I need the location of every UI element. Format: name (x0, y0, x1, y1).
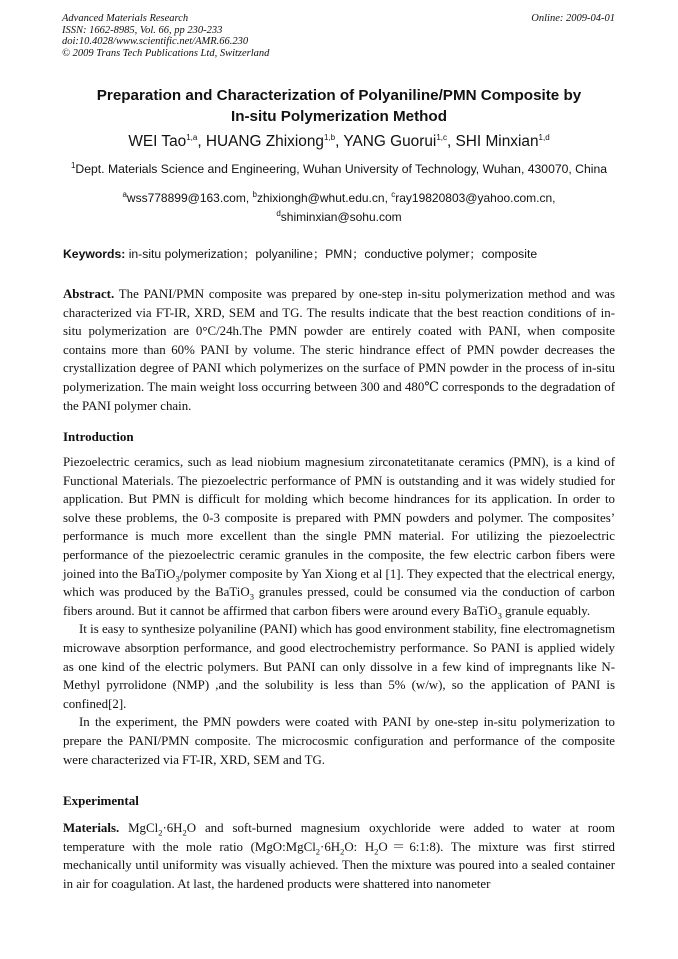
email-d: shiminxian@sohu.com (280, 210, 402, 224)
exp-sub: 2 (182, 827, 187, 838)
author-sep: , (197, 133, 206, 150)
intro-p1-a: Piezoelectric ceramics, such as lead niobium magnesium zirconatetitanate ceramics (PMN), is a kind of Functional Materials. The piezoelectric performance of PMN is outstanding and it was widely studied for application. But PMN is difficult for molding which become hindrances for its application. In order to solve these problems, the 0-3 composite is prepared with PMN powders and polymer. The composites’ performance is much more excellent than the single PMN material. For utilizing the piezoelectric performance of the piezoelectric ceramic granules in the composite, the few electric carbon fibers were joined into the BaTiO (63, 455, 615, 581)
intro-sub: 3 (497, 610, 502, 621)
title-line-2: In-situ Polymerization Method (230, 108, 447, 125)
intro-p1-d: granule equably. (501, 603, 591, 618)
author-list (20, 133, 658, 151)
introduction-heading: Introduction (63, 429, 134, 444)
author-name: YANG Guorui (343, 133, 437, 150)
author-name: HUANG Zhixiong (205, 133, 324, 150)
author-sep: , (446, 133, 456, 150)
email-sup: b (252, 190, 257, 199)
experimental-body (63, 819, 615, 893)
journal-name: Advanced Materials Research (62, 13, 189, 24)
keywords-label: Keywords: (63, 247, 126, 261)
journal-header (62, 13, 615, 59)
email-c: ray19820803@yahoo.com.cn, (395, 191, 556, 205)
keywords-text: in-situ polymerization；polyaniline；PMN；conductive polymer；composite (125, 247, 538, 261)
abstract (63, 285, 615, 415)
exp-text: MgCl (119, 821, 159, 835)
intro-sub: 3 (175, 573, 180, 584)
author-sep: , (335, 133, 344, 150)
doi: doi:10.4028/www.scientific.net/AMR.66.230 (62, 36, 249, 47)
affiliation-text: Dept. Materials Science and Engineering, Wuhan University of Technology, Wuhan, 430070, China (75, 162, 608, 176)
affiliation (20, 162, 658, 176)
abstract-text: The PANI/PMN composite was prepared by one-step in-situ polymerization method and was characterized via FT-IR, XRD, SEM and TG. The results indicate that the best reaction conditions of in-situ polymerization are 0°C/24h.The PMN powder are entirely coated with PANI, when composite contains more than 60% PANI by volume. The steric hindrance effect of PMN powder decreases the crystallization degree of PANI which polymerizes on the surface of PMN powder in the process of in-situ polymerization. The main weight loss occurring between 300 and 480℃ corresponds to the degradation of the PANI polymer chain. (63, 287, 615, 413)
exp-text: O and soft-burned magnesium oxychloride were added to water at room temperature with the mole ratio (MgO:MgCl (63, 821, 616, 854)
exp-text: O: H (344, 839, 375, 854)
email-sup: a (122, 190, 127, 199)
email-list (20, 189, 658, 227)
exp-text: O＝6:1:8). The mixture was first stirred mechanically until uniformity was visually achieved. Then the mixture was poured into a sealed container in air for coagulation. At last, the hardened products were shattered into nanometer (63, 839, 615, 891)
intro-sub: 3 (249, 591, 254, 602)
experimental-heading: Experimental (63, 793, 139, 808)
exp-sub: 2 (315, 846, 321, 857)
email-b: zhixiongh@whut.edu.cn, (256, 191, 392, 205)
author-sup: 1,d (538, 132, 550, 142)
intro-p1-b: /polymer composite by Yan Xiong et al [1]. They expected that the electrical energy, which was produced by the BaTiO (63, 566, 616, 600)
intro-paragraph-2: It is easy to synthesize polyaniline (PANI) which has good environment stability, fine electromagnetism microwave absorption performance, and good electrochemistry performance. So PANI is applied widely as one kind of the electric polymers. But PANI can only dissolve in a few kind of impregnants like N-Methyl pyrrolidone (NMP) ,and the solubility is less than 5% (w/w), so the application of PANI is confined[2]. (63, 622, 615, 711)
exp-text: ·6H (162, 821, 183, 835)
online-date: Online: 2009-04-01 (531, 13, 615, 24)
affiliation-sup: 1 (70, 160, 76, 170)
issn: ISSN: 1662-8985, Vol. 66, pp 230-233 (62, 24, 223, 36)
introduction-body (63, 453, 615, 769)
keywords (63, 245, 623, 262)
email-a: wss778899@163.com, (126, 191, 253, 205)
exp-sub: 2 (374, 846, 379, 857)
author-sup: 1,a (186, 132, 198, 142)
email-sup: d (276, 209, 281, 218)
author-name: WEI Tao (128, 133, 187, 150)
materials-label: Materials. (63, 821, 120, 835)
author-name: SHI Minxian (455, 133, 539, 150)
author-sup: 1,b (323, 132, 336, 142)
intro-paragraph-1 (63, 453, 615, 620)
exp-sub: 2 (340, 846, 345, 857)
intro-paragraph-3: In the experiment, the PMN powders were coated with PANI by one-step in-situ polymerization to prepare the PANI/PMN composite. The microcosmic configuration and performance of the composite were characterized via FT-IR, XRD, SEM and TG. (63, 715, 615, 767)
paper-title (40, 85, 638, 127)
intro-p1-c: granules pressed, could be consumed via the conduction of carbon fibers around. But it cannot be affirmed that carbon fibers were around every BaTiO (63, 585, 615, 618)
email-sup: c (391, 190, 396, 199)
copyright: © 2009 Trans Tech Publications Ltd, Switzerland (62, 47, 270, 59)
title-line-1: Preparation and Characterization of Polyaniline/PMN Composite by (96, 87, 582, 104)
exp-sub: 2 (158, 827, 163, 838)
exp-text: ·6H (320, 839, 341, 854)
abstract-label: Abstract. (63, 287, 115, 301)
author-sup: 1,c (436, 132, 447, 142)
